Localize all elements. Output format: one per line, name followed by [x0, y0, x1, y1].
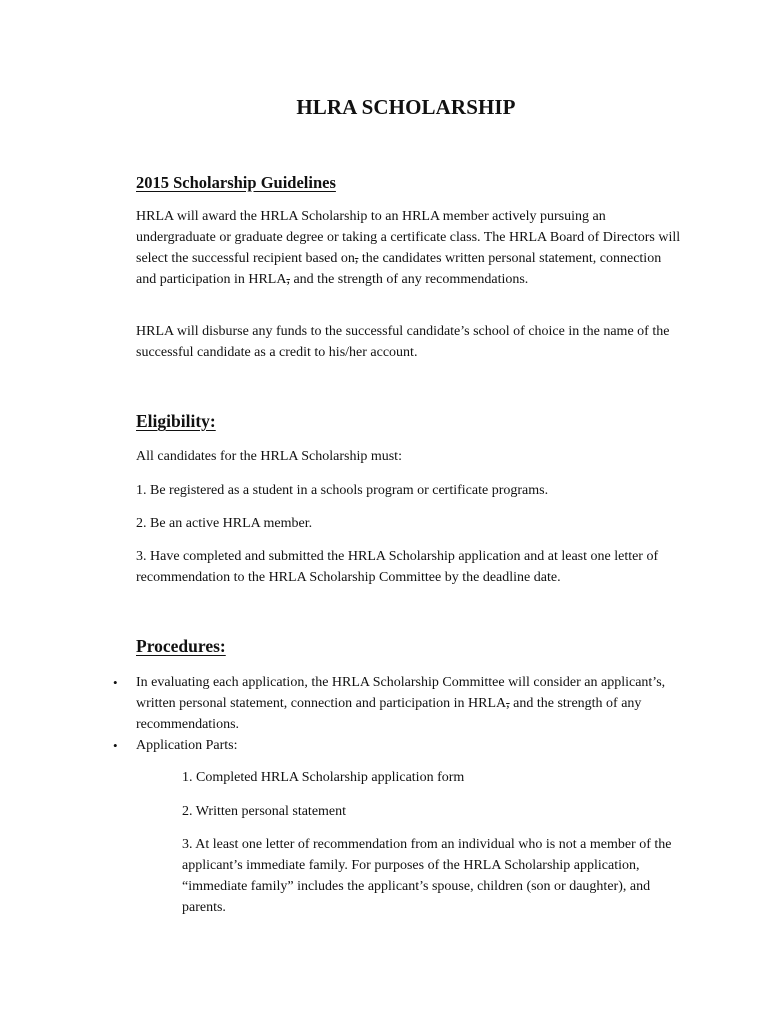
procedures-heading: Procedures: [136, 636, 226, 656]
eligibility-item-2: 2. Be an active HRLA member. [136, 516, 313, 531]
struck-comma: , [506, 696, 510, 711]
guidelines-paragraph-1-text-c: and the strength of any recommendations. [289, 272, 529, 287]
guidelines-paragraph-1 [136, 206, 681, 290]
application-part-1: 1. Completed HRLA Scholarship application form [182, 770, 465, 785]
eligibility-item-3: 3. Have completed and submitted the HRLA Scholarship application and at least one letter of recommendation to the HRLA Scholarship Committee by the deadline date. [136, 549, 659, 585]
application-part-2: 2. Written personal statement [182, 804, 347, 819]
guidelines-paragraph-1-text-a: HRLA will award the HRLA Scholarship to an HRLA member actively pursuing an undergraduate or graduate degree or taking a certificate class. The HRLA Board of Directors will select the successful recipient based on [136, 209, 681, 266]
document-title: HLRA SCHOLARSHIP [296, 95, 516, 119]
application-part-3: 3. At least one letter of recommendation from an individual who is not a member of the applicant’s immediate family. For purposes of the HRLA Scholarship application, “immediate family” includes the applicant’s spouse, children (son or daughter), and parents. [182, 837, 672, 915]
procedures-bullet-item [0, 735, 681, 756]
guidelines-paragraph-2: HRLA will disburse any funds to the successful candidate’s school of choice in the name of the successful candidate as a credit to his/her account. [136, 324, 670, 360]
guidelines-paragraph-1-text-b: the candidates written personal statement, connection and participation in HRLA [136, 251, 662, 287]
procedures-bullet-1-text-a: In evaluating each application, the HRLA Scholarship Committee will consider an applicant’s, written personal statement, connection and participation in HRLA [136, 675, 666, 711]
eligibility-intro: All candidates for the HRLA Scholarship must: [136, 449, 402, 464]
bullet-icon: • [113, 738, 118, 753]
guidelines-heading: 2015 Scholarship Guidelines [136, 173, 336, 192]
eligibility-item-1: 1. Be registered as a student in a schools program or certificate programs. [136, 483, 549, 498]
struck-comma: , [286, 272, 290, 287]
eligibility-heading: Eligibility: [136, 411, 216, 431]
bullet-icon: • [113, 675, 118, 690]
struck-comma: , [354, 251, 359, 266]
procedures-bullet-1-text-b: and the strength of any recommendations. [136, 696, 642, 732]
procedures-bullet-2-text: Application Parts: [136, 738, 238, 753]
procedures-bullet-item [0, 672, 681, 735]
procedures-bullet-list [0, 672, 770, 756]
